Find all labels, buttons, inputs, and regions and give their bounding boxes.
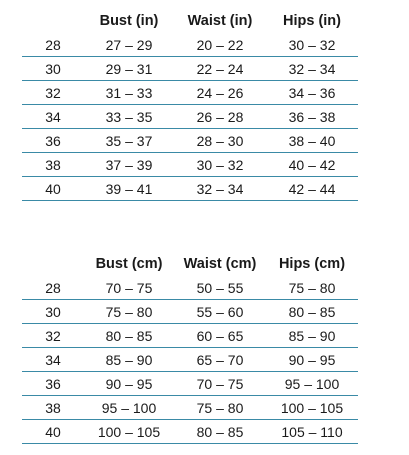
- bust-cell: 33 – 35: [84, 105, 174, 129]
- header-bust: Bust (cm): [95, 255, 163, 272]
- table-row: [22, 396, 358, 420]
- hips-cell: 80 – 85: [266, 300, 358, 324]
- waist-cell: 20 – 22: [174, 33, 266, 57]
- size-cell: 40: [22, 420, 84, 444]
- bust-cell: 90 – 95: [84, 372, 174, 396]
- table-row: [22, 81, 358, 105]
- size-cell: 36: [22, 372, 84, 396]
- bust-cell: 80 – 85: [84, 324, 174, 348]
- bust-cell: 31 – 33: [84, 81, 174, 105]
- table-row: [22, 348, 358, 372]
- waist-cell: 60 – 65: [174, 324, 266, 348]
- header-hips: Hips (in): [283, 12, 341, 29]
- hips-cell: 42 – 44: [266, 177, 358, 201]
- waist-cell: 75 – 80: [174, 396, 266, 420]
- size-cell: 34: [22, 105, 84, 129]
- hips-cell: 85 – 90: [266, 324, 358, 348]
- header-waist: Waist (in): [187, 12, 253, 29]
- waist-cell: 80 – 85: [174, 420, 266, 444]
- table-row: [22, 105, 358, 129]
- hips-cell: 100 – 105: [266, 396, 358, 420]
- size-cell: 28: [22, 276, 84, 300]
- size-cell: 38: [22, 396, 84, 420]
- table-row: [22, 300, 358, 324]
- table-row: [22, 324, 358, 348]
- bust-cell: 100 – 105: [84, 420, 174, 444]
- table-row: [22, 276, 358, 300]
- bust-cell: 39 – 41: [84, 177, 174, 201]
- size-cell: 36: [22, 129, 84, 153]
- bust-cell: 95 – 100: [84, 396, 174, 420]
- hips-cell: 36 – 38: [266, 105, 358, 129]
- bust-cell: 35 – 37: [84, 129, 174, 153]
- table-row: [22, 33, 358, 57]
- waist-cell: 28 – 30: [174, 129, 266, 153]
- bust-cell: 27 – 29: [84, 33, 174, 57]
- table-row: [22, 153, 358, 177]
- table-row: [22, 129, 358, 153]
- waist-cell: 26 – 28: [174, 105, 266, 129]
- size-cell: 40: [22, 177, 84, 201]
- hips-cell: 105 – 110: [266, 420, 358, 444]
- waist-cell: 22 – 24: [174, 57, 266, 81]
- bust-cell: 75 – 80: [84, 300, 174, 324]
- size-cell: 30: [22, 57, 84, 81]
- bust-cell: 85 – 90: [84, 348, 174, 372]
- bust-cell: 37 – 39: [84, 153, 174, 177]
- hips-cell: 90 – 95: [266, 348, 358, 372]
- table-row: [22, 57, 358, 81]
- waist-cell: 55 – 60: [174, 300, 266, 324]
- header-hips: Hips (cm): [278, 255, 346, 272]
- header-row: [22, 251, 358, 276]
- table-row: [22, 177, 358, 201]
- header-row: [22, 8, 358, 33]
- waist-cell: 32 – 34: [174, 177, 266, 201]
- waist-cell: 24 – 26: [174, 81, 266, 105]
- bust-cell: 29 – 31: [84, 57, 174, 81]
- header-size: [22, 251, 84, 276]
- size-chart-inches: [22, 8, 358, 201]
- size-cell: 32: [22, 324, 84, 348]
- waist-cell: 30 – 32: [174, 153, 266, 177]
- header-size: [22, 8, 84, 33]
- waist-cell: 65 – 70: [174, 348, 266, 372]
- table-row: [22, 372, 358, 396]
- table-row: [22, 420, 358, 444]
- size-cell: 32: [22, 81, 84, 105]
- hips-cell: 95 – 100: [266, 372, 358, 396]
- header-waist: Waist (cm): [183, 255, 257, 272]
- size-cell: 38: [22, 153, 84, 177]
- hips-cell: 75 – 80: [266, 276, 358, 300]
- hips-cell: 32 – 34: [266, 57, 358, 81]
- hips-cell: 34 – 36: [266, 81, 358, 105]
- hips-cell: 30 – 32: [266, 33, 358, 57]
- size-cell: 34: [22, 348, 84, 372]
- bust-cell: 70 – 75: [84, 276, 174, 300]
- size-cell: 28: [22, 33, 84, 57]
- hips-cell: 38 – 40: [266, 129, 358, 153]
- hips-cell: 40 – 42: [266, 153, 358, 177]
- header-bust: Bust (in): [99, 12, 159, 29]
- waist-cell: 70 – 75: [174, 372, 266, 396]
- waist-cell: 50 – 55: [174, 276, 266, 300]
- size-cell: 30: [22, 300, 84, 324]
- size-chart-centimeters: [22, 251, 358, 444]
